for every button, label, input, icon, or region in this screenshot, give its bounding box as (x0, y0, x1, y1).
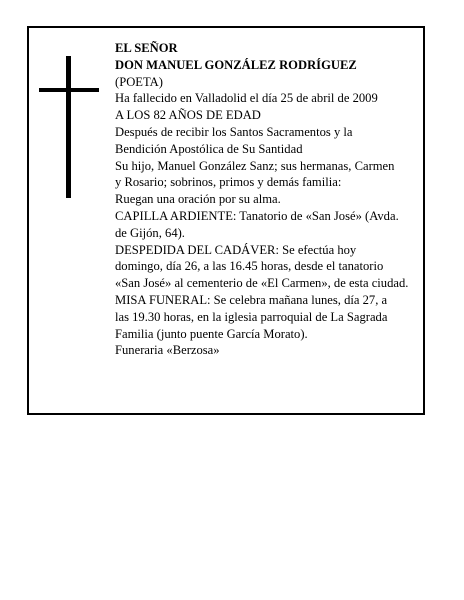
cross-icon (39, 56, 99, 198)
chapel-line-2: de Gijón, 64). (115, 225, 185, 240)
death-date-line: Ha fallecido en Valladolid el día 25 de abril de 2009 (115, 91, 378, 106)
age-line: A LOS 82 AÑOS DE EDAD (115, 108, 261, 123)
sacraments-line-2: Bendición Apostólica de Su Santidad (115, 141, 303, 156)
funeral-home: Funeraria «Berzosa» (115, 343, 220, 358)
prayer-request: Ruegan una oración por su alma. (115, 192, 281, 207)
cross-horizontal-bar (39, 88, 99, 92)
farewell-line-1: DESPEDIDA DEL CADÁVER: Se efectúa hoy (115, 242, 357, 257)
deceased-occupation: (POETA) (115, 74, 163, 89)
family-line-1: Su hijo, Manuel González Sanz; sus hermanas, Carmen (115, 158, 395, 173)
notice-heading: EL SEÑOR (115, 41, 178, 55)
family-line-2: y Rosario; sobrinos, primos y demás familia: (115, 175, 342, 190)
farewell-line-2: domingo, día 26, a las 16.45 horas, desde el tanatorio (115, 259, 384, 274)
deceased-name: DON MANUEL GONZÁLEZ RODRÍGUEZ (115, 57, 357, 72)
cross-vertical-bar (66, 56, 71, 198)
funeral-mass-line-2: las 19.30 horas, en la iglesia parroquial de La Sagrada (115, 309, 388, 324)
notice-text (115, 40, 425, 359)
chapel-line-1: CAPILLA ARDIENTE: Tanatorio de «San José» (Avda. (115, 208, 399, 223)
funeral-mass-line-1: MISA FUNERAL: Se celebra mañana lunes, día 27, a (115, 292, 388, 307)
farewell-line-3: «San José» al cementerio de «El Carmen», de esta ciudad. (115, 276, 409, 291)
obituary-notice (27, 26, 425, 415)
funeral-mass-line-3: Familia (junto puente García Morato). (115, 326, 308, 341)
sacraments-line-1: Después de recibir los Santos Sacramentos y la (115, 124, 353, 139)
